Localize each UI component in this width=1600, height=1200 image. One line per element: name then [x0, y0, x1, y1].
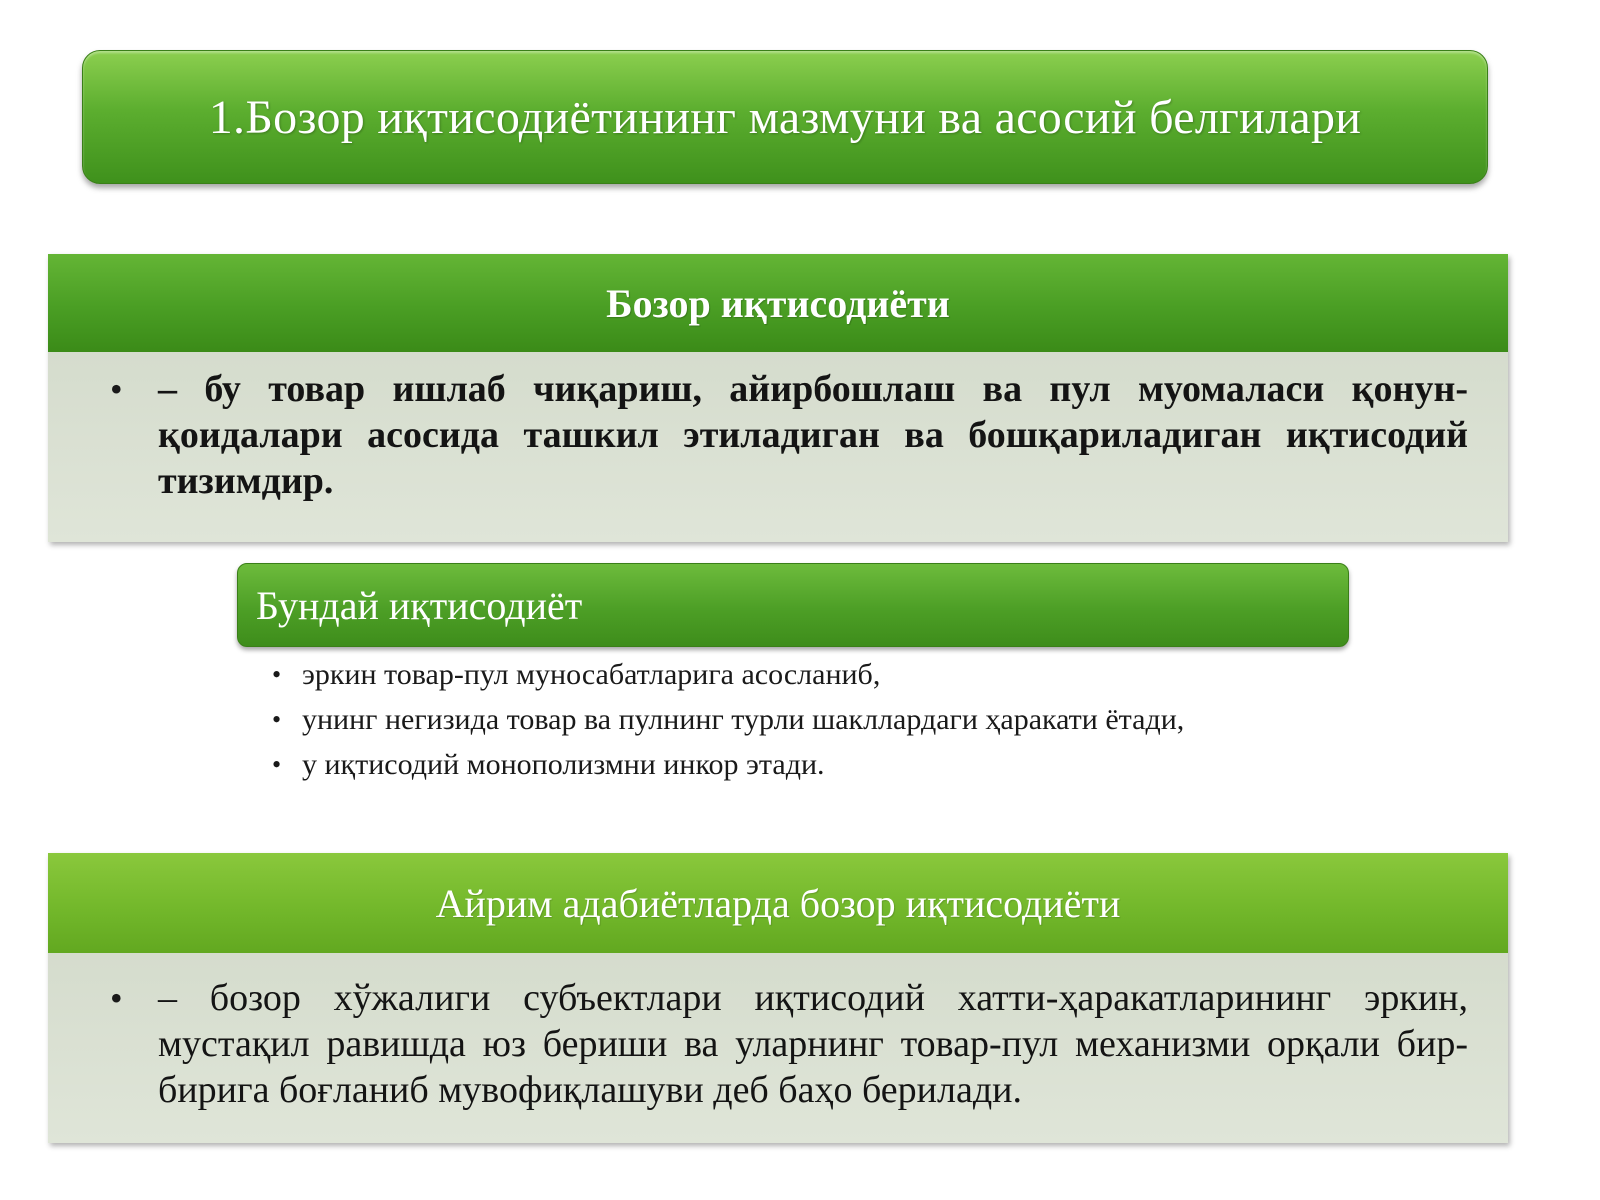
definition-text: – бозор хўжалиги субъектлари иқтисодий хатти-ҳаракатларининг эркин, мустақил равишда юз бериши ва уларнинг товар-пул механизми орқали бир-бирига боғланиб мувофиқлашуви деб баҳо берилади. — [158, 977, 1468, 1111]
list-item — [272, 746, 1292, 783]
list-item-text: у иқтисодий монополизмни инкор этади. — [302, 748, 825, 781]
title-banner — [82, 50, 1488, 184]
section-literature-definition — [48, 853, 1508, 1143]
section-heading-literature: Айрим адабиётларда бозор иқтисодиёти — [48, 853, 1508, 953]
definition-text: – бу товар ишлаб чиқариш, айирбошлаш ва пул муомаласи қонун-қоидалари асосида ташкил этиладиган ва бошқариладиган иқтисодий тизимдир. — [158, 368, 1468, 502]
bullet-icon: • — [272, 750, 282, 779]
feature-list — [272, 656, 1292, 791]
list-item — [272, 656, 1292, 693]
subheading-banner — [237, 563, 1349, 647]
bullet-icon: • — [110, 978, 123, 1018]
bullet-icon: • — [272, 705, 282, 734]
bullet-icon: • — [110, 369, 123, 409]
definition-item — [110, 975, 1468, 1113]
list-item — [272, 701, 1292, 738]
subheading-text: Бундай иқтисодиёт — [256, 582, 583, 628]
section-body-literature — [48, 953, 1508, 1143]
bullet-icon: • — [272, 660, 282, 689]
list-item-text: унинг негизида товар ва пулнинг турли шакллардаги ҳаракати ётади, — [302, 703, 1185, 736]
list-item-text: эркин товар-пул муносабатларига асосланиб, — [302, 658, 881, 691]
page-title: 1.Бозор иқтисодиётининг мазмуни ва асосий белгилари — [208, 90, 1362, 144]
definition-item — [110, 366, 1468, 504]
section-heading-market-economy: Бозор иқтисодиёти — [48, 254, 1508, 352]
section-body-market-economy — [48, 352, 1508, 542]
section-market-economy — [48, 254, 1508, 542]
